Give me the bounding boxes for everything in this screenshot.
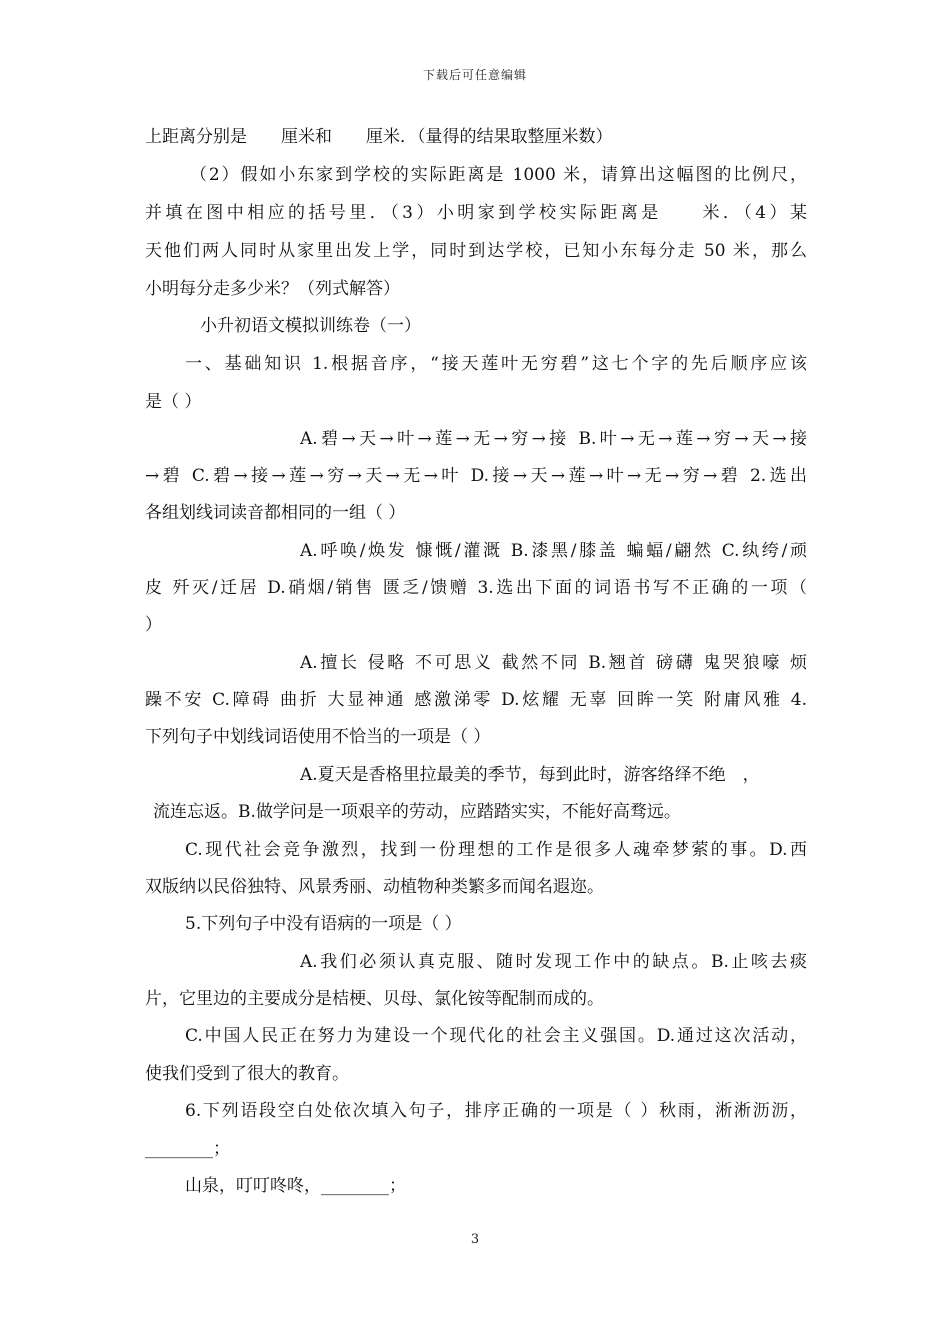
section-title: 小升初语文模拟训练卷（一） [200,316,421,336]
text-line: 流连忘返。B.做学问是一项艰辛的劳动，应踏踏实实，不能好高骛远。 [153,802,681,822]
text-line: 是（ ） [145,392,202,412]
text-line: 片，它里边的主要成分是桔梗、贝母、氯化铵等配制而成的。 [145,989,604,1009]
blank-line: 山泉，叮叮咚咚，________； [185,1176,406,1196]
page-header: 下载后可任意编辑 [422,68,527,82]
option-line: A.我们必须认真克服、随时发现工作中的缺点。B.止咳去痰 [300,952,807,972]
text-line: 躁不安 C.障碍 曲折 大显神通 感激涕零 D.炫耀 无辜 回眸一笑 附庸风雅 4. [145,690,807,710]
question-line: 6.下列语段空白处依次填入句子，排序正确的一项是（ ）秋雨，淅淅沥沥， [185,1101,807,1121]
question-line: 5.下列句子中没有语病的一项是（ ） [185,914,462,934]
page-number: 3 [470,1232,480,1247]
text-line: 小明每分走多少米？（列式解答） [145,279,400,299]
option-line: A.夏天是香格里拉最美的季节，每到此时，游客络绎不绝 ， [300,765,760,785]
text-line: 上距离分别是 厘米和 厘米．（量得的结果取整厘米数） [145,127,613,147]
text-line: 皮 歼灭/迁居 D.硝烟/销售 匮乏/馈赠 3.选出下面的词语书写不正确的一项（ [145,578,807,598]
text-line: C.现代社会竞争激烈，找到一份理想的工作是很多人魂牵梦萦的事。D.西 [185,840,807,860]
option-line: A.碧→天→叶→莲→无→穷→接 B.叶→无→莲→穷→天→接 [300,429,807,449]
text-line: （2）假如小东家到学校的实际距离是 1000 米，请算出这幅图的比例尺， [190,165,807,185]
text-line: C.中国人民正在努力为建设一个现代化的社会主义强国。D.通过这次活动， [185,1026,807,1046]
text-line: 天他们两人同时从家里出发上学，同时到达学校，已知小东每分走 50 米，那么 [145,241,807,261]
text-line: 使我们受到了很大的教育。 [145,1064,349,1084]
text-line: 下列句子中划线词语使用不恰当的一项是（ ） [145,727,491,747]
blank-line: ________； [145,1139,230,1159]
text-line: 各组划线词读音都相同的一组（ ） [145,503,406,523]
text-line: 并填在图中相应的括号里．（3）小明家到学校实际距离是 米．（4）某 [145,203,807,223]
option-line: A.呼唤/焕发 慷慨/灌溉 B.漆黑/膝盖 蝙蝠/翩然 C.纨绔/顽 [300,541,807,561]
text-line: 一、基础知识 1.根据音序，“接天莲叶无穷碧”这七个字的先后顺序应该 [185,354,807,374]
text-line: ） [145,615,162,635]
text-line: →碧 C.碧→接→莲→穷→天→无→叶 D.接→天→莲→叶→无→穷→碧 2.选出 [145,466,807,486]
text-line: 双版纳以民俗独特、风景秀丽、动植物种类繁多而闻名遐迩。 [145,877,604,897]
option-line: A.擅长 侵略 不可思义 截然不同 B.翘首 磅礴 鬼哭狼嚎 烦 [300,653,807,673]
